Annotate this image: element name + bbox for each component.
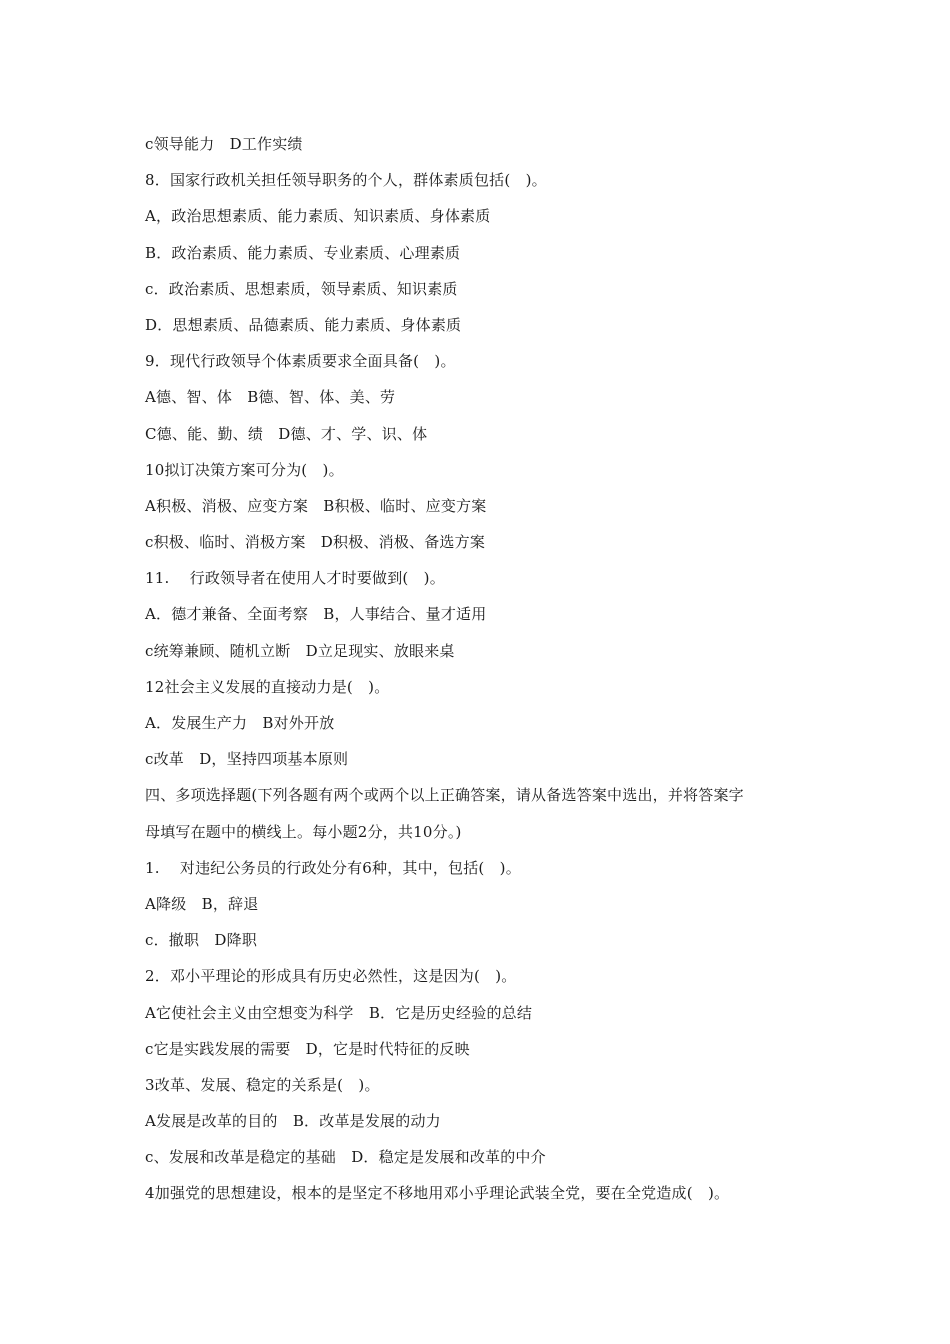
option-line: c统筹兼顾、随机立断 D立足现实、放眼来桌 bbox=[145, 641, 455, 660]
text-line: c领导能力 D工作实绩 bbox=[145, 135, 303, 153]
multi-question-3: 3改革、发展、稳定的关系是( )。 bbox=[145, 1075, 380, 1094]
question-9: 9．现代行政领导个体素质要求全面具备( )。 bbox=[145, 352, 456, 371]
option-line: c．政治素质、思想素质，领导素质、知识素质 bbox=[145, 279, 458, 298]
question-12: 12社会主义发展的直接动力是( )。 bbox=[145, 677, 390, 696]
option-line: A．发展生产力 B对外开放 bbox=[145, 714, 335, 732]
multi-question-4: 4加强党的思想建设，根本的是坚定不移地用邓小乎理论武装全党，要在全党造成( )。 bbox=[145, 1184, 730, 1203]
option-line: c积极、临时、消极方案 D积极、消极、备选方案 bbox=[145, 533, 486, 552]
option-line: A积极、消极、应变方案 B积极、临时、应变方案 bbox=[145, 496, 487, 515]
option-line: B．政治素质、能力素质、专业素质、心理素质 bbox=[145, 243, 461, 262]
option-line: c、发展和改革是稳定的基础 D．稳定是发展和改革的中介 bbox=[145, 1148, 546, 1167]
question-8: 8．国家行政机关担任领导职务的个人，群体素质包括( )。 bbox=[145, 171, 547, 190]
option-line: C德、能、勤、绩 D德、才、学、识、体 bbox=[145, 424, 428, 443]
option-line: A它使社会主义由空想变为科学 B．它是历史经验的总结 bbox=[145, 1003, 533, 1022]
option-line: A．德才兼备、全面考察 B，人事结合、量才适用 bbox=[145, 605, 487, 624]
option-line: A降级 B，辞退 bbox=[145, 894, 259, 913]
option-line: c它是实践发展的需要 D，它是时代特征的反映 bbox=[145, 1039, 470, 1058]
option-line: A，政治思想素质、能力素质、知识素质、身体素质 bbox=[145, 207, 491, 226]
multi-question-2: 2．邓小平理论的形成具有历史必然性，这是因为( )。 bbox=[145, 967, 517, 986]
section-heading-continued: 母填写在题中的横线上。每小题2分，共10分。) bbox=[145, 822, 462, 841]
option-line: c．撤职 D降职 bbox=[145, 931, 258, 950]
question-10: 10拟订决策方案可分为( )。 bbox=[145, 460, 344, 479]
section-heading: 四、多项选择题(下列各题有两个或两个以上正确答案，请从备选答案中选出，并将答案字 bbox=[145, 786, 744, 805]
document-page bbox=[145, 126, 825, 1212]
multi-question-1: 1. 对违纪公务员的行政处分有6种，其中，包括( )。 bbox=[145, 858, 521, 877]
option-line: c改革 D，坚持四项基本原则 bbox=[145, 750, 349, 769]
option-line: A发展是改革的目的 B．改革是发展的动力 bbox=[145, 1112, 441, 1131]
option-line: A德、智、体 B德、智、体、美、劳 bbox=[145, 388, 396, 407]
question-11: 11. 行政领导者在使用人才时要做到( )。 bbox=[145, 569, 445, 588]
option-line: D．思想素质、品德素质、能力素质、身体素质 bbox=[145, 315, 462, 334]
